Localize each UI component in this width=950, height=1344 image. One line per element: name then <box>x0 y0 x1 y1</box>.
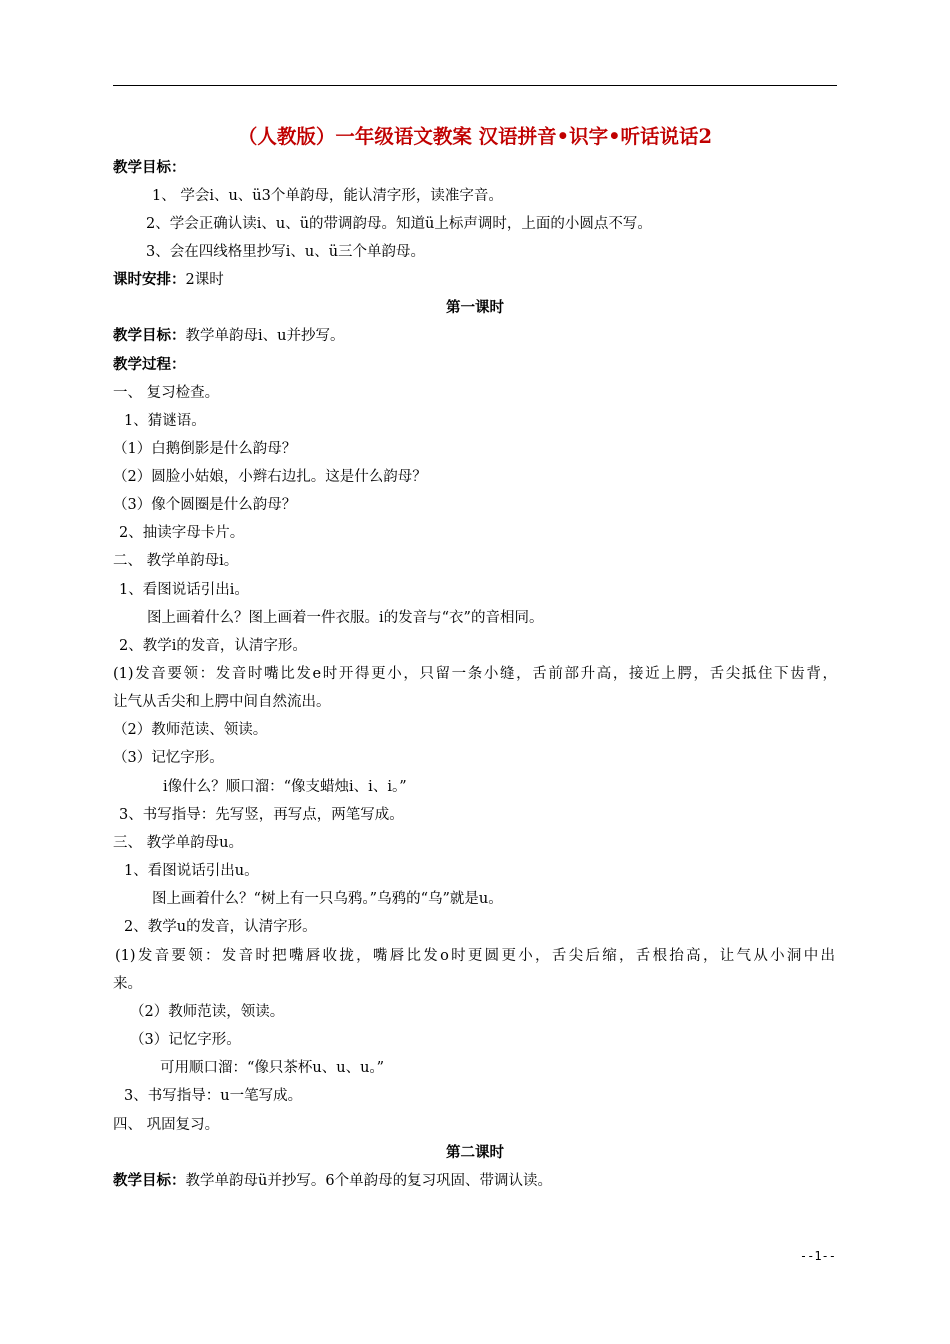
pronunciation-u-line-2: 来。 <box>113 976 142 992</box>
step-3-1: 1、看图说话引出u。 <box>124 863 259 879</box>
step-2-1-text: 图上画着什么？图上画着一件衣服。i的发音与“衣”的音相同。 <box>147 610 544 626</box>
lesson-1-heading: 第一课时 <box>446 299 504 316</box>
pronunciation-u-line-1: (1)发音要领：发音时把嘴唇收拢，嘴唇比发o时更圆更小，舌尖后缩，舌根抬高，让气从小洞中出 <box>115 948 835 964</box>
objective-2: 2、学会正确认读i、u、ü的带调韵母。知道ü上标声调时，上面的小圆点不写。 <box>146 216 652 232</box>
step-3-1-text: 图上画着什么？“树上有一只乌鸦。”乌鸦的“乌”就是u。 <box>152 891 503 907</box>
step-3-3: 3、书写指导：u一笔写成。 <box>124 1088 303 1104</box>
rhyme-i: i像什么？顺口溜：“像支蜡烛i、i、i。” <box>163 779 407 795</box>
step-1: 一、 复习检查。 <box>113 385 220 401</box>
pronunciation-i-line-2: 让气从舌尖和上腭中间自然流出。 <box>113 694 331 710</box>
header-rule <box>113 85 837 86</box>
heading-objectives: 教学目标： <box>113 159 186 176</box>
step-3-2-2: （2）教师范读，领读。 <box>130 1004 285 1020</box>
riddle-1: （1）白鹅倒影是什么韵母？ <box>113 441 297 457</box>
lesson-1-objective-text: 教学单韵母i、u并抄写。 <box>185 328 345 344</box>
step-1-2: 2、抽读字母卡片。 <box>119 525 245 541</box>
riddle-2: （2）圆脸小姑娘，小辫右边扎。这是什么韵母？ <box>113 469 427 485</box>
page-number: --1-- <box>799 1249 836 1263</box>
step-2-3: 3、书写指导：先写竖，再写点，两笔写成。 <box>119 807 404 823</box>
step-3-2-3: （3）记忆字形。 <box>130 1032 241 1048</box>
heading-process: 教学过程： <box>113 356 186 373</box>
schedule-label: 课时安排： <box>113 271 186 288</box>
step-2-2-3: （3）记忆字形。 <box>113 750 224 766</box>
step-3: 三、 教学单韵母u。 <box>113 835 243 851</box>
lesson-2-objective-label: 教学目标： <box>113 1172 186 1189</box>
lesson-1-objective <box>113 326 344 346</box>
step-1-1: 1、猜谜语。 <box>124 413 206 429</box>
step-2: 二、 教学单韵母i。 <box>113 553 239 569</box>
schedule <box>113 270 224 290</box>
rhyme-u: 可用顺口溜：“像只茶杯u、u、u。” <box>160 1060 385 1076</box>
schedule-value: 2课时 <box>185 272 224 288</box>
lesson-2-objective-text: 教学单韵母ü并抄写。6个单韵母的复习巩固、带调认读。 <box>185 1173 553 1189</box>
lesson-2-heading: 第二课时 <box>446 1144 504 1161</box>
step-2-1: 1、看图说话引出i。 <box>119 582 249 598</box>
lesson-2-objective <box>113 1171 552 1191</box>
pronunciation-i-line-1: (1)发音要领：发音时嘴比发e时开得更小，只留一条小缝，舌前部升高，接近上腭，舌尖抵住下齿背， <box>113 666 837 682</box>
document-title: （人教版）一年级语文教案 汉语拼音•识字•听话说话2 <box>237 125 713 148</box>
step-2-2: 2、教学i的发音，认清字形。 <box>119 638 307 654</box>
riddle-3: （3）像个圆圈是什么韵母？ <box>113 497 297 513</box>
objective-3: 3、会在四线格里抄写i、u、ü三个单韵母。 <box>146 244 426 260</box>
step-4: 四、 巩固复习。 <box>113 1117 220 1133</box>
lesson-1-objective-label: 教学目标： <box>113 327 186 344</box>
objective-1: 1、 学会i、u、ü3个单韵母，能认清字形，读准字音。 <box>152 188 503 204</box>
step-3-2: 2、教学u的发音，认清字形。 <box>124 919 317 935</box>
step-2-2-2: （2）教师范读、领读。 <box>113 722 268 738</box>
